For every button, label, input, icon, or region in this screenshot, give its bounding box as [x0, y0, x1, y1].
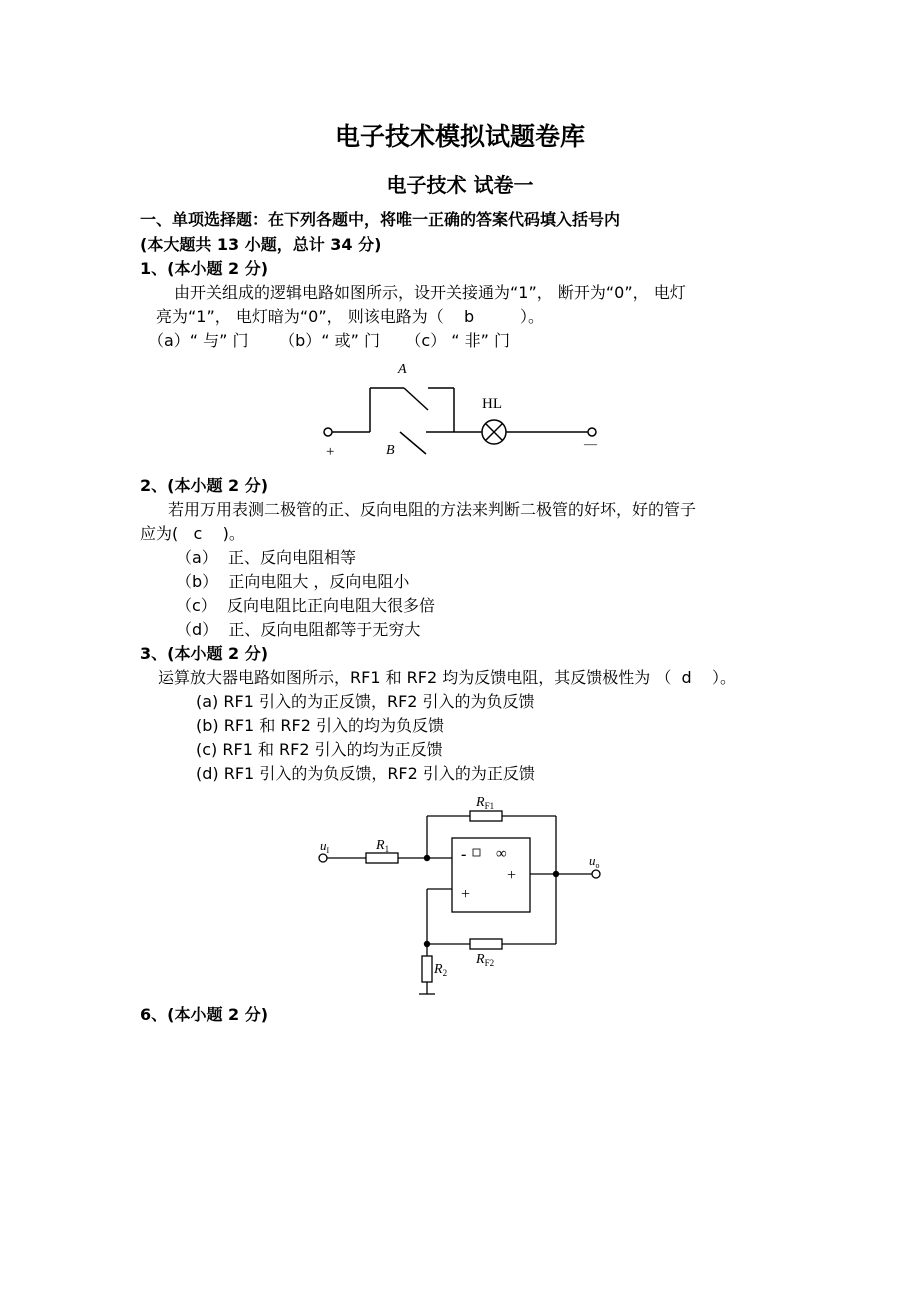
resistor-r1	[366, 853, 398, 863]
output-label: $u_o$	[589, 853, 600, 870]
rf2-label: $R_{F2}$	[476, 952, 495, 968]
opamp-plus-in: +	[461, 886, 471, 903]
q2-option-d: （d） 正、反向电阻都等于无穷大	[176, 620, 421, 639]
q1-text-line2: 亮为“1”， 电灯暗为“0”， 则该电路为（ b ）。	[156, 307, 544, 326]
q2-label: 2、(本小题 2 分)	[140, 476, 269, 495]
q3-option-b: (b) RF1 和 RF2 引入的均为负反馈	[196, 716, 444, 735]
switch-b-blade	[400, 432, 426, 454]
plus-label: +	[326, 444, 335, 460]
resistor-rf2	[470, 939, 502, 949]
q2-text-line2: 应为( c )。	[140, 524, 245, 543]
minus-terminal	[588, 428, 596, 436]
section-heading: 一、单项选择题：在下列各题中，将唯一正确的答案代码填入括号内	[140, 210, 621, 229]
input-label: $u_I$	[320, 838, 330, 855]
rf1-label: $R_{F1}$	[476, 795, 495, 811]
opamp-circuit-diagram	[310, 788, 610, 1003]
opamp-small-square	[473, 849, 480, 856]
opamp-plus-out: +	[507, 867, 517, 884]
plus-terminal	[324, 428, 332, 436]
r2-label: $R_2$	[434, 962, 448, 978]
r1-label: $R_1$	[376, 838, 390, 854]
junction-node	[553, 871, 559, 877]
q3-text: 运算放大器电路如图所示，RF1 和 RF2 均为反馈电阻，其反馈极性为 （ d ）。	[158, 668, 737, 687]
switch-b-label: B	[386, 443, 395, 458]
input-terminal	[319, 854, 327, 862]
page-title: 电子技术模拟试题卷库	[334, 122, 585, 151]
resistor-rf1	[470, 811, 502, 821]
minus-label: —	[584, 436, 597, 451]
section-note: (本大题共 13 小题，总计 34 分)	[140, 235, 382, 254]
q1-options: （a）“ 与” 门 （b）“ 或” 门 （c） “ 非” 门	[148, 331, 511, 350]
lamp-label: HL	[482, 396, 502, 412]
junction-node	[424, 941, 430, 947]
opamp-infinity: ∞	[496, 846, 507, 862]
switch-a-label: A	[398, 362, 407, 377]
switch-circuit-diagram	[318, 360, 608, 460]
resistor-r2	[422, 956, 432, 982]
junction-node	[424, 855, 430, 861]
q1-label: 1、(本小题 2 分)	[140, 259, 269, 278]
output-terminal	[592, 870, 600, 878]
opamp-minus-sign: -	[461, 846, 467, 863]
q3-option-a: (a) RF1 引入的为正反馈，RF2 引入的为负反馈	[196, 692, 535, 711]
q6-label: 6、(本小题 2 分)	[140, 1005, 269, 1024]
q1-text-line1: 由开关组成的逻辑电路如图所示，设开关接通为“1”， 断开为“0”， 电灯	[174, 283, 686, 302]
q2-option-b: （b） 正向电阻大 ，反向电阻小	[176, 572, 410, 591]
paper-subtitle: 电子技术 试卷一	[386, 173, 534, 197]
q3-option-c: (c) RF1 和 RF2 引入的均为正反馈	[196, 740, 443, 759]
q3-option-d: (d) RF1 引入的为负反馈，RF2 引入的为正反馈	[196, 764, 535, 783]
q3-label: 3、(本小题 2 分)	[140, 644, 269, 663]
q2-option-c: （c） 反向电阻比正向电阻大很多倍	[176, 596, 435, 615]
switch-a-blade	[404, 388, 428, 410]
q2-option-a: （a） 正、反向电阻相等	[176, 548, 356, 567]
q2-text-line1: 若用万用表测二极管的正、反向电阻的方法来判断二极管的好坏，好的管子	[168, 500, 697, 519]
